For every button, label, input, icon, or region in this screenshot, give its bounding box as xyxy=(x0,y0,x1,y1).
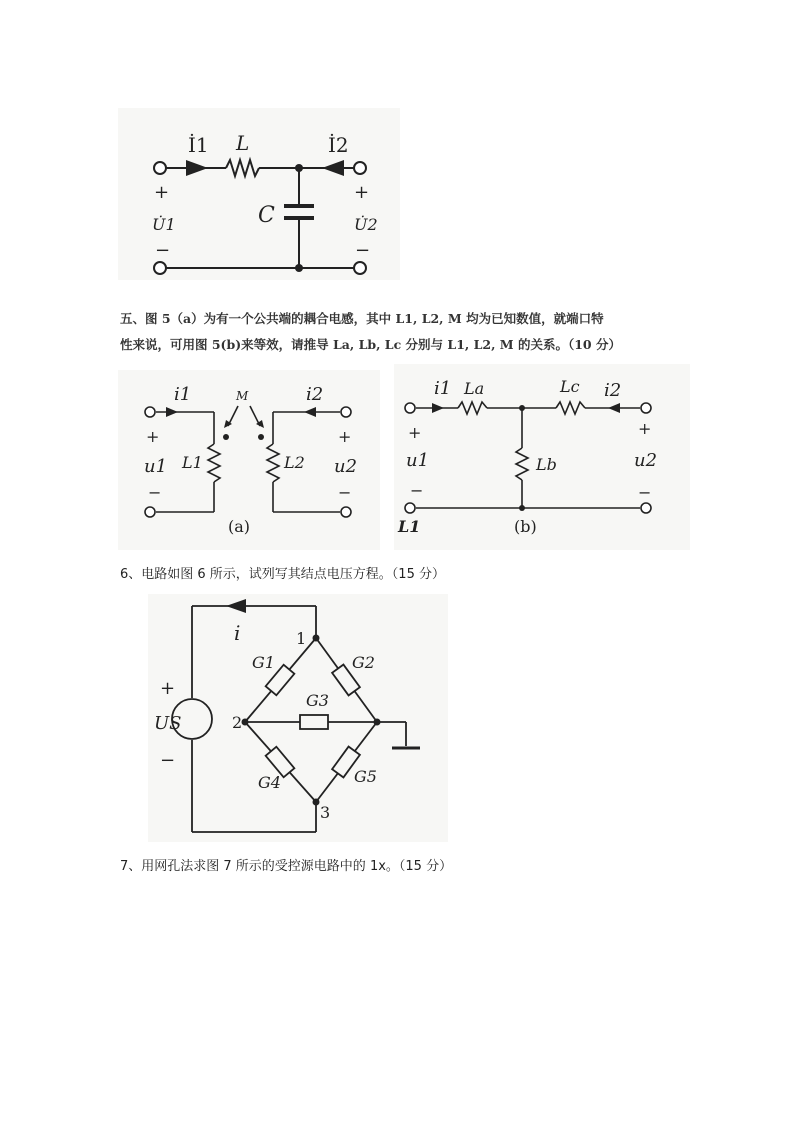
question-5 xyxy=(120,306,621,358)
label-5b-minus-left: − xyxy=(410,481,424,500)
label-5b-minus-right: − xyxy=(638,483,652,502)
label-5b-caption: (b) xyxy=(514,517,537,536)
label-6-node-3: 3 xyxy=(320,803,331,822)
figure-5a xyxy=(118,370,380,550)
label-6-i: i xyxy=(234,621,241,645)
figure-5b xyxy=(394,364,690,550)
figure-5a-svg xyxy=(118,370,380,550)
label-6-minus: − xyxy=(160,750,176,771)
label-5b-lb: Lb xyxy=(536,455,557,474)
label-5a-u1: u1 xyxy=(144,456,168,477)
label-5a-plus-right: + xyxy=(338,427,352,446)
question-5-line-1: 五、图 5（a）为有一个公共端的耦合电感，其中 L1, L2, M 均为已知数值，就端口特 xyxy=(120,311,604,326)
label-6-g5: G5 xyxy=(354,767,377,786)
label-5b-la: La xyxy=(464,379,485,398)
question-5-line-2: 性来说，可用图 5(b)来等效，请推导 La, Lb, Lc 分别与 L1, L2, M 的关系。（10 分） xyxy=(120,337,621,352)
label-6-g1: G1 xyxy=(252,653,275,672)
label-u2: U̇2 xyxy=(354,215,378,234)
label-6-us: US xyxy=(154,713,182,734)
figure-lc-two-port xyxy=(118,108,400,280)
label-5a-plus-left: + xyxy=(146,427,160,446)
question-7: 7、用网孔法求图 7 所示的受控源电路中的 1x。（15 分） xyxy=(120,859,453,874)
label-5b-plus-right: + xyxy=(638,419,652,438)
label-minus-left: − xyxy=(155,240,171,261)
label-5b-i2: i2 xyxy=(604,380,622,401)
label-6-plus: + xyxy=(160,678,176,699)
label-5b-i1: i1 xyxy=(434,378,452,399)
label-5b-u2: u2 xyxy=(634,450,658,471)
label-5a-caption: (a) xyxy=(228,517,251,536)
label-capacitor-c: C xyxy=(258,203,275,228)
label-5b-l1: L1 xyxy=(398,517,421,536)
lc-circuit-svg xyxy=(118,108,400,280)
label-inductor-l: L xyxy=(236,131,250,155)
label-5a-minus-right: − xyxy=(338,483,352,502)
label-6-g4: G4 xyxy=(258,773,281,792)
label-6-node-1: 1 xyxy=(296,629,307,648)
label-u1: U̇1 xyxy=(152,215,176,234)
label-5a-minus-left: − xyxy=(148,483,162,502)
label-5b-plus-left: + xyxy=(408,423,422,442)
label-5b-lc: Lc xyxy=(560,377,580,396)
figure-6 xyxy=(148,594,448,842)
label-i2: İ2 xyxy=(328,133,349,157)
question-6: 6、电路如图 6 所示，试列写其结点电压方程。（15 分） xyxy=(120,567,445,582)
label-5a-l2: L2 xyxy=(284,453,305,472)
label-5a-m: M xyxy=(236,389,249,403)
label-5a-i2: i2 xyxy=(306,384,324,405)
label-6-node-2: 2 xyxy=(232,713,243,732)
label-plus-left: + xyxy=(154,182,170,203)
figure-6-svg xyxy=(148,594,448,842)
label-5a-l1: L1 xyxy=(182,453,203,472)
label-5a-u2: u2 xyxy=(334,456,358,477)
label-plus-right: + xyxy=(354,182,370,203)
label-6-g3: G3 xyxy=(306,691,329,710)
label-5b-u1: u1 xyxy=(406,450,430,471)
label-6-g2: G2 xyxy=(352,653,375,672)
label-i1: İ1 xyxy=(188,133,209,157)
label-minus-right: − xyxy=(355,240,371,261)
label-5a-i1: i1 xyxy=(174,384,192,405)
figure-5b-svg xyxy=(394,364,690,550)
